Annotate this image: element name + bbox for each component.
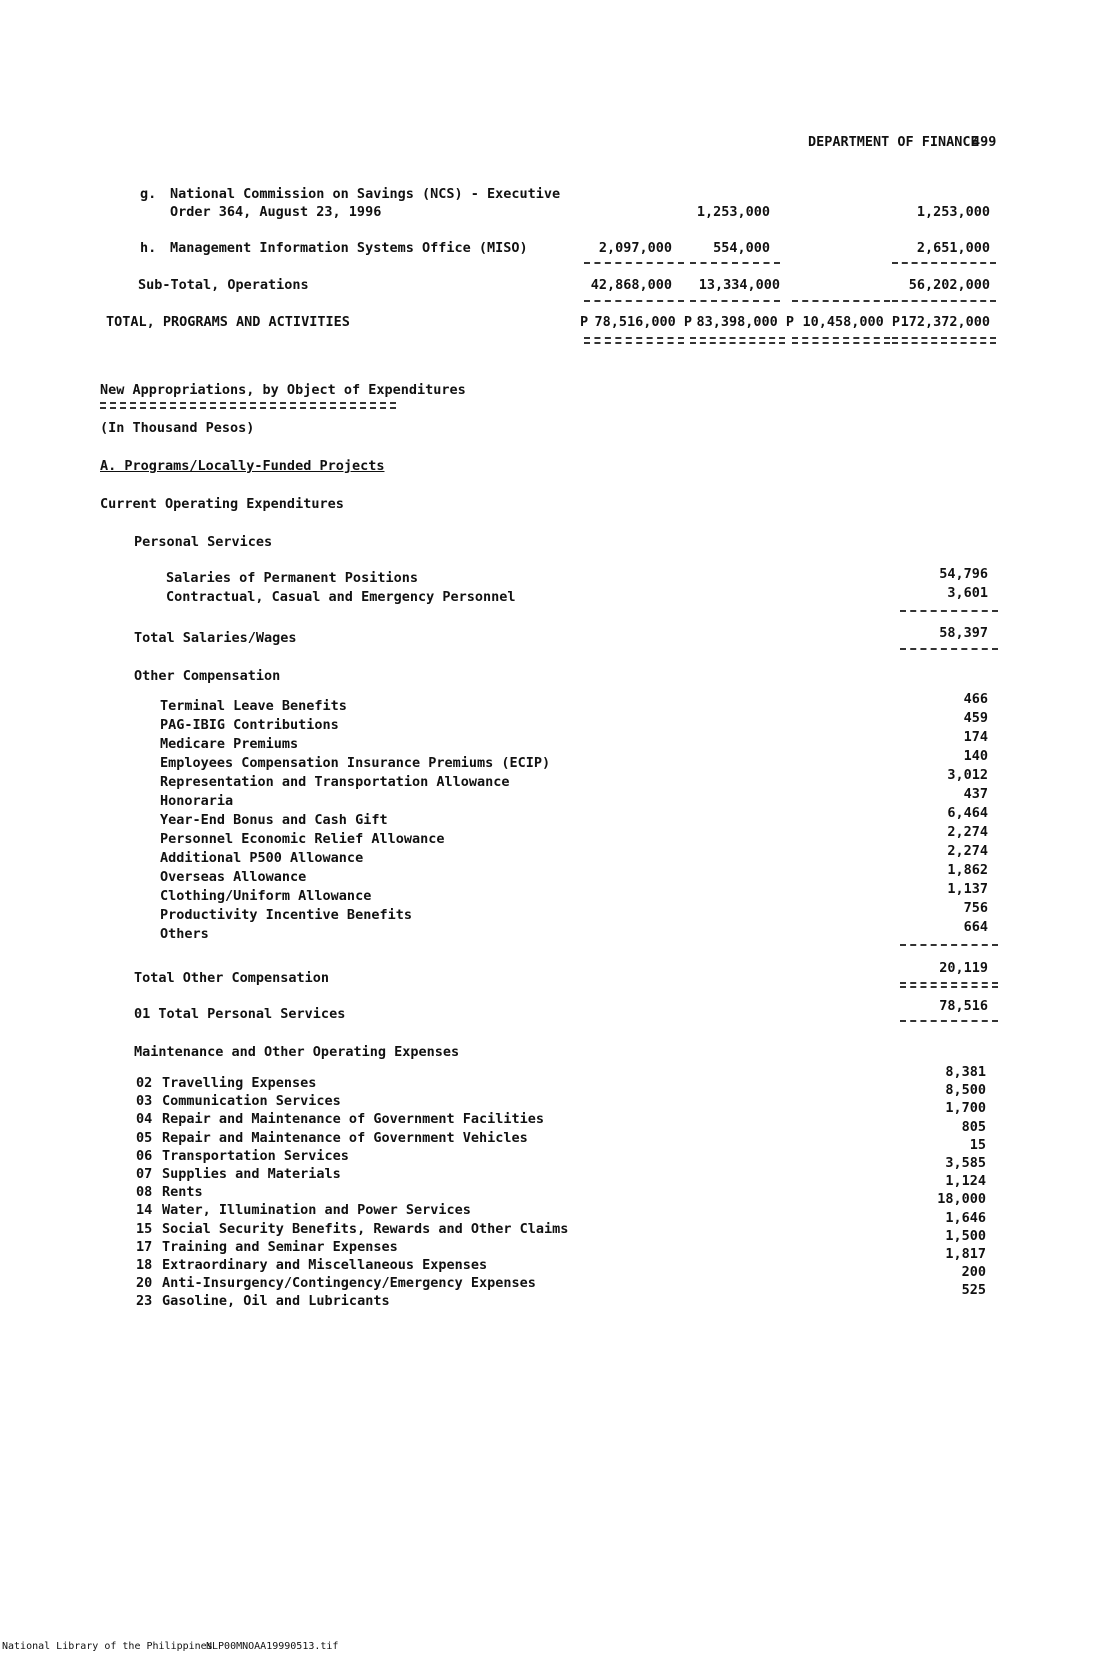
mooe-item-value: 525 [961, 1282, 986, 1299]
mooe-item-label: Training and Seminar Expenses [162, 1238, 398, 1255]
rule [892, 300, 996, 302]
mooe-item-code: 07 [136, 1166, 153, 1182]
other-comp-item-value: 437 [963, 786, 988, 802]
total-programs-label: TOTAL, PROGRAMS AND ACTIVITIES [106, 314, 350, 330]
other-comp-item-label: Clothing/Uniform Allowance [160, 888, 372, 904]
mooe-item-code: 23 [136, 1293, 153, 1310]
item-h-col4: 2,651,000 [916, 240, 990, 256]
rule [900, 610, 998, 612]
total-other-comp-value: 20,119 [939, 960, 988, 976]
mooe-item-code: 03 [136, 1093, 153, 1110]
section-title-rule [100, 402, 396, 404]
other-comp-item-label: Overseas Allowance [160, 869, 307, 885]
salary-item-label: Contractual, Casual and Emergency Personnel [166, 589, 516, 605]
other-comp-item-value: 2,274 [947, 824, 988, 840]
mooe-item-label: Travelling Expenses [162, 1075, 317, 1091]
mooe-item-label: Transportation Services [162, 1147, 349, 1164]
mooe-item-label: Repair and Maintenance of Government Facilities [162, 1111, 545, 1128]
item-g-col4: 1,253,000 [916, 204, 990, 220]
salary-item-value: 54,796 [939, 566, 988, 582]
double-rule [792, 337, 890, 339]
salary-item-label: Salaries of Permanent Positions [166, 570, 418, 586]
mooe-heading: Maintenance and Other Operating Expenses [134, 1044, 460, 1060]
mooe-item-code: 14 [136, 1202, 153, 1219]
other-comp-item-value: 6,464 [947, 805, 988, 821]
other-comp-item-label: Productivity Incentive Benefits [160, 907, 412, 923]
double-rule [690, 342, 785, 344]
mooe-item-value: 805 [961, 1118, 986, 1135]
mooe-item-value: 15 [969, 1136, 986, 1153]
mooe-item-value: 1,500 [945, 1227, 986, 1244]
mooe-item-value: 1,817 [945, 1246, 986, 1262]
double-rule [584, 337, 684, 339]
rule [792, 300, 890, 302]
other-comp-item-label: Others [160, 926, 209, 942]
mooe-item-value: 1,646 [945, 1209, 986, 1226]
rule [900, 986, 998, 988]
other-comp-item-label: Terminal Leave Benefits [160, 698, 347, 714]
other-comp-item-value: 756 [963, 900, 988, 916]
mooe-item-value: 8,381 [945, 1064, 986, 1080]
other-comp-item-value: 174 [963, 729, 988, 745]
mooe-item-value: 1,700 [945, 1100, 986, 1117]
mooe-item-code: 05 [136, 1129, 153, 1146]
other-comp-item-label: Year-End Bonus and Cash Gift [160, 812, 388, 828]
section-title-rule [100, 407, 396, 409]
mooe-item-value: 18,000 [937, 1191, 986, 1208]
total-salaries-label: Total Salaries/Wages [134, 630, 297, 646]
mooe-item-code: 18 [136, 1257, 153, 1273]
rule [900, 944, 998, 946]
page-header-title: DEPARTMENT OF FINANCE [808, 134, 979, 150]
other-comp-item-value: 459 [963, 710, 988, 726]
salary-item-value: 3,601 [947, 585, 988, 601]
other-comp-item-label: Medicare Premiums [160, 736, 299, 752]
total-peso-sign: P [580, 314, 589, 330]
item-g-label-line2: Order 364, August 23, 1996 [170, 204, 382, 220]
other-comp-item-value: 2,274 [947, 843, 988, 859]
item-h-col2: 554,000 [713, 240, 770, 256]
section-title: New Appropriations, by Object of Expenditures [100, 382, 466, 398]
total-ps-label: 01 Total Personal Services [134, 1006, 346, 1022]
mooe-item-code: 02 [136, 1075, 153, 1091]
other-comp-item-value: 3,012 [947, 767, 988, 783]
mooe-item-label: Anti-Insurgency/Contingency/Emergency Expenses [162, 1275, 536, 1292]
rule [900, 648, 998, 650]
rule [900, 982, 998, 984]
total-salaries-value: 58,397 [939, 625, 988, 641]
other-comp-item-label: Additional P500 Allowance [160, 850, 364, 866]
double-rule [690, 337, 785, 339]
other-comp-item-value: 664 [963, 919, 988, 935]
mooe-item-label: Repair and Maintenance of Government Vehicles [162, 1129, 528, 1146]
mooe-item-label: Rents [162, 1184, 203, 1201]
other-comp-item-value: 1,137 [947, 881, 988, 897]
mooe-item-code: 20 [136, 1275, 153, 1292]
mooe-item-label: Communication Services [162, 1093, 341, 1110]
item-g-letter: g. [140, 186, 157, 202]
total-ps-value: 78,516 [939, 998, 988, 1014]
rule [584, 300, 684, 302]
mooe-item-label: Water, Illumination and Power Services [162, 1202, 471, 1219]
other-comp-item-label: Personnel Economic Relief Allowance [160, 831, 445, 847]
mooe-item-code: 04 [136, 1111, 153, 1128]
mooe-item-label: Supplies and Materials [162, 1166, 341, 1182]
footer-library: National Library of the Philippines [2, 1641, 213, 1652]
other-comp-item-label: Honoraria [160, 793, 234, 809]
footer-filename: NLP00MNOAA19990513.tif [206, 1641, 339, 1652]
mooe-item-value: 8,500 [945, 1082, 986, 1099]
mooe-item-label: Social Security Benefits, Rewards and Other Claims [162, 1220, 569, 1237]
page-number: 499 [972, 134, 997, 150]
other-comp-item-value: 140 [963, 748, 988, 764]
other-comp-item-value: 466 [963, 691, 988, 707]
item-g-col2: 1,253,000 [696, 204, 770, 220]
current-op-heading: Current Operating Expenditures [100, 496, 344, 512]
rule [690, 300, 780, 302]
mooe-item-code: 06 [136, 1147, 153, 1164]
total-col2: 83,398,000 P [696, 314, 794, 330]
other-comp-item-label: PAG-IBIG Contributions [160, 717, 339, 733]
double-rule [792, 342, 890, 344]
rule [892, 262, 996, 264]
total-col4: 172,372,000 [900, 314, 990, 330]
mooe-item-value: 3,585 [945, 1155, 986, 1171]
total-col1: 78,516,000 P [594, 314, 692, 330]
item-g-label-line1: National Commission on Savings (NCS) - Executive [170, 186, 561, 202]
subtotal-col4: 56,202,000 [908, 277, 990, 293]
mooe-item-value: 1,124 [945, 1173, 986, 1190]
personal-services-heading: Personal Services [134, 534, 273, 550]
mooe-item-label: Extraordinary and Miscellaneous Expenses [162, 1257, 488, 1273]
subtotal-col2: 13,334,000 [698, 277, 780, 293]
programs-heading: A. Programs/Locally-Funded Projects [100, 458, 385, 474]
mooe-item-code: 08 [136, 1184, 153, 1201]
double-rule [892, 342, 996, 344]
subtotal-col1: 42,868,000 [590, 277, 672, 293]
item-h-col1: 2,097,000 [598, 240, 672, 256]
item-h-label: Management Information Systems Office (MISO) [170, 240, 528, 256]
subtotal-label: Sub-Total, Operations [138, 277, 309, 293]
mooe-item-code: 17 [136, 1238, 153, 1255]
other-comp-item-label: Representation and Transportation Allowance [160, 774, 510, 790]
rule [584, 262, 684, 264]
total-other-comp-label: Total Other Compensation [134, 970, 330, 986]
other-comp-item-label: Employees Compensation Insurance Premiums (ECIP) [160, 755, 551, 771]
double-rule [584, 342, 684, 344]
mooe-item-label: Gasoline, Oil and Lubricants [162, 1293, 390, 1310]
other-comp-heading: Other Compensation [134, 668, 281, 684]
rule [690, 262, 780, 264]
double-rule [892, 337, 996, 339]
other-comp-item-value: 1,862 [947, 862, 988, 878]
item-h-letter: h. [140, 240, 157, 256]
rule [900, 1020, 998, 1022]
mooe-item-code: 15 [136, 1220, 153, 1237]
mooe-item-value: 200 [961, 1264, 986, 1281]
section-unit: (In Thousand Pesos) [100, 420, 255, 436]
total-col3: 10,458,000 P [802, 314, 900, 330]
